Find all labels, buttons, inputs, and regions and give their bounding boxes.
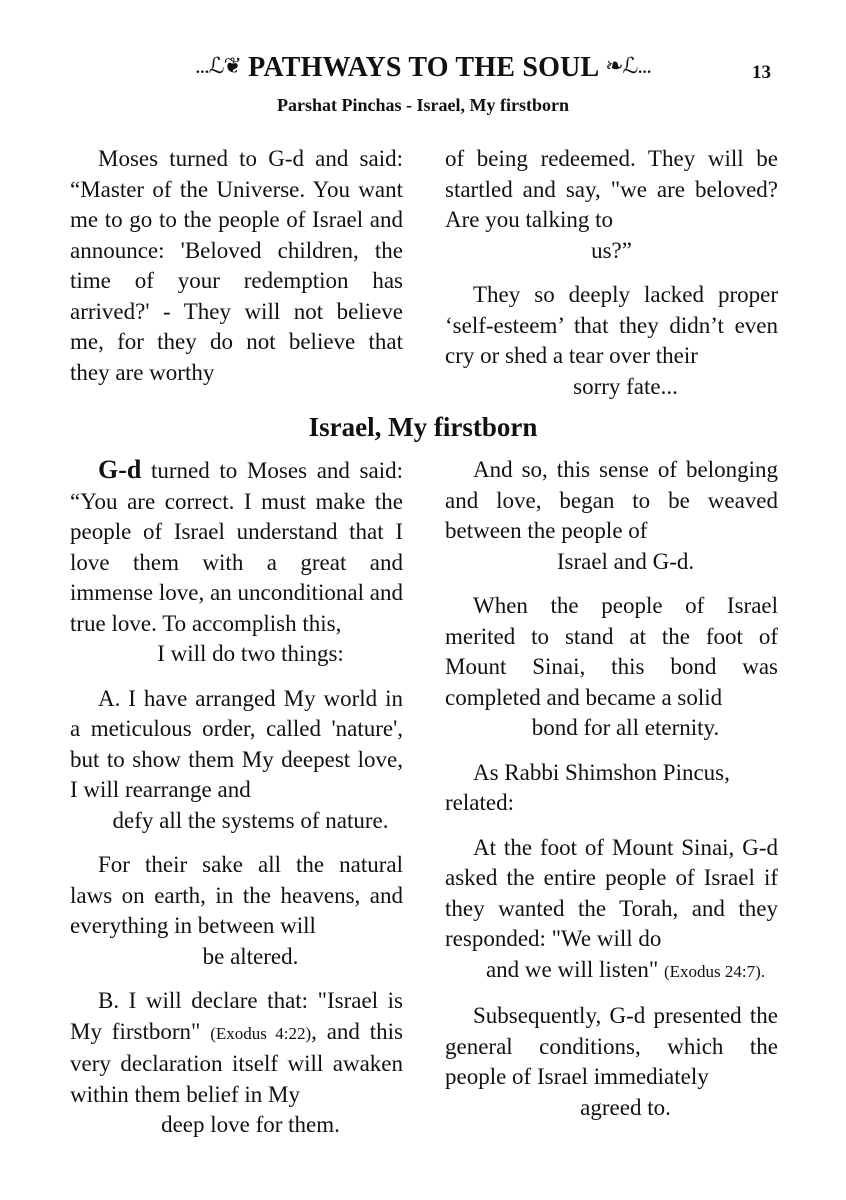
paragraph-body: For their sake all the natural laws on earth, in the heavens, and everything in between will bbox=[70, 852, 403, 938]
paragraph-body: B. I will declare that: "Israel is My firstborn" bbox=[70, 988, 403, 1044]
paragraph-body: At the foot of Mount Sinai, G-d asked the entire people of Israel if they wanted the Torah, and they responded: "We will do bbox=[445, 834, 778, 951]
paragraph-body: A. I have arranged My world in a meticulous order, called 'nature', but to show them My deepest love, I will rearrange and bbox=[70, 685, 403, 802]
paragraph-end: agreed to. bbox=[580, 1094, 671, 1120]
paragraph-end: us?” bbox=[591, 237, 632, 263]
paragraph-end: bond for all eternity. bbox=[531, 715, 720, 740]
paragraph bbox=[70, 455, 403, 670]
paragraph-end: sorry fate... bbox=[573, 373, 678, 399]
paragraph-end: Israel and G-d. bbox=[556, 548, 695, 574]
paragraph-end: I will do two things: bbox=[157, 641, 344, 666]
book-title: PATHWAYS TO THE SOUL bbox=[248, 52, 598, 83]
section-right-column bbox=[445, 455, 778, 1137]
ornament-right-icon: ❧ℒ... bbox=[605, 53, 651, 78]
top-right-column bbox=[445, 144, 778, 416]
paragraph-end: be altered. bbox=[202, 943, 299, 969]
paragraph-body: And so, this sense of belonging and love, began to be weaved between the people of bbox=[445, 457, 778, 543]
paragraph bbox=[445, 833, 778, 988]
paragraph-end: deep love for them. bbox=[161, 1112, 340, 1137]
chapter-subtitle: Parshat Pinchas - Israel, My firstborn bbox=[277, 95, 569, 115]
paragraph bbox=[445, 591, 778, 744]
ornament-left-icon: ...ℒ❦ bbox=[195, 53, 241, 78]
paragraph-end bbox=[445, 955, 778, 988]
paragraph-end-text: and we will listen" bbox=[485, 956, 664, 982]
paragraph-body: They so deeply lacked proper ‘self-esteem’ that they didn’t even cry or shed a tear over their bbox=[445, 282, 778, 368]
paragraph bbox=[445, 144, 778, 266]
top-left-column bbox=[70, 144, 403, 402]
lead-word: G-d bbox=[98, 455, 142, 484]
paragraph bbox=[445, 1001, 778, 1123]
paragraph-body: , and this very declaration itself will awaken within them belief in My bbox=[70, 1018, 403, 1107]
citation: (Exodus 4:22) bbox=[210, 1023, 312, 1043]
section-left-column bbox=[70, 455, 403, 1155]
page-header bbox=[0, 52, 846, 92]
paragraph: Moses turned to G-d and said: “Master of the Universe. You want me to go to the people of Israel and announce: 'Beloved children, the time of your redemption has arrived?' - They will not believe me, for they do not believe that they are worthy bbox=[70, 146, 403, 385]
paragraph-body: turned to Moses and said: “You are correct. I must make the people of Israel understand that I love them with a great and immense love, an unconditional and true love. To accomplish this, bbox=[70, 458, 403, 636]
paragraph bbox=[445, 455, 778, 577]
paragraph bbox=[445, 280, 778, 402]
paragraph-body: When the people of Israel merited to stand at the foot of Mount Sinai, this bond was completed and became a solid bbox=[445, 593, 778, 710]
running-title bbox=[0, 52, 846, 84]
paragraph-body: of being redeemed. They will be startled and say, "we are beloved? Are you talking to bbox=[445, 146, 778, 232]
paragraph-body: Subsequently, G-d presented the general conditions, which the people of Israel immediately bbox=[445, 1003, 778, 1089]
paragraph bbox=[70, 986, 403, 1141]
paragraph: As Rabbi Shimshon Pincus, related: bbox=[445, 759, 730, 815]
paragraph bbox=[70, 850, 403, 972]
paragraph-end: defy all the systems of nature. bbox=[112, 807, 389, 833]
page-number: 13 bbox=[752, 62, 771, 83]
section-heading: Israel, My firstborn bbox=[308, 412, 538, 442]
citation: (Exodus 24:7). bbox=[663, 961, 766, 981]
paragraph bbox=[70, 684, 403, 837]
